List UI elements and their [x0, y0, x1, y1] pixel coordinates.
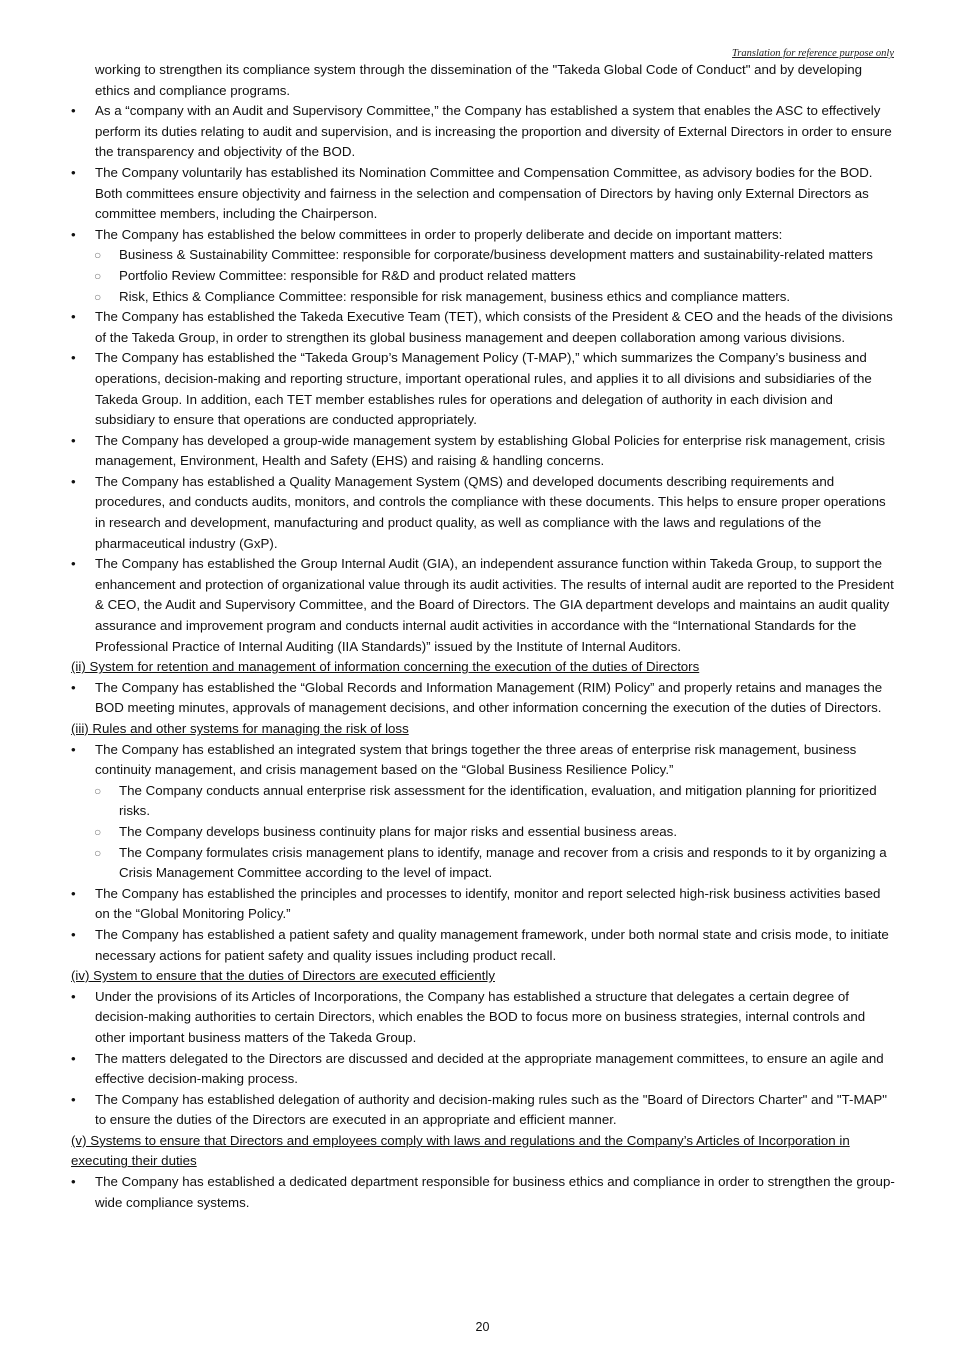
bullet-icon: • [71, 164, 76, 180]
sub-list-item [71, 266, 896, 287]
list-item [71, 101, 896, 163]
bullet-icon: • [71, 432, 76, 448]
list-item-text: The Company has established the below committees in order to properly deliberate and decide on important matters: [95, 226, 783, 242]
bullet-icon: • [71, 103, 76, 119]
section-heading-iii: (iii) Rules and other systems for managing the risk of loss [71, 721, 409, 736]
list-item-text: The Company has established a patient safety and quality management framework, under both normal state and crisis mode, to initiate necessary actions for patient safety and quality issues including product recall. [95, 926, 889, 963]
bullet-icon: • [71, 473, 76, 489]
section-heading-ii: (ii) System for retention and management of information concerning the execution of the duties of Directors [71, 659, 700, 675]
bullet-icon: • [71, 741, 76, 757]
sub-list-item-text: The Company formulates crisis management plans to identify, manage and recover from a crisis and responds to it by organizing a Crisis Management Committee according to the level of impact. [119, 844, 887, 881]
circle-bullet-icon: ○ [94, 824, 102, 839]
bullet-icon: • [71, 1050, 76, 1066]
bullet-icon: • [71, 556, 76, 572]
circle-bullet-icon: ○ [94, 248, 102, 263]
list-item-text: The Company has established a dedicated department responsible for business ethics and compliance in order to strengthen the group-wide compliance systems. [95, 1174, 895, 1210]
circle-bullet-icon: ○ [94, 268, 102, 283]
list-item [71, 472, 896, 554]
list-item [71, 678, 896, 719]
list-item [71, 1172, 896, 1213]
list-item [71, 307, 896, 348]
sub-list-item [71, 245, 896, 266]
list-item-text: The Company has established the “Takeda Group’s Management Policy (T-MAP),” which summarizes the Company’s business and operations, decision-making and reporting structure, important operational rules, and applies it to all divisions and subsidiaries of the Takeda Group. In addition, each TET member establishes rules for operations and delegation of authority in each division and subsidiary to ensure that operations are conducted appropriately. [95, 350, 872, 428]
list-item [71, 1090, 896, 1131]
list-item-text: The Company has established an integrated system that brings together the three areas of enterprise risk management, business continuity management, and crisis management based on the “Global Business Resilience Policy.” [95, 741, 857, 778]
list-item [71, 1049, 896, 1090]
list-item-text: The Company has established delegation of authority and decision-making rules such as the "Board of Directors Charter" and "T-MAP" to ensure the duties of the Directors are executed in an appropriate and efficient manner. [95, 1091, 887, 1128]
translation-note: Translation for reference purpose only [732, 48, 894, 59]
list-item-text: As a “company with an Audit and Supervisory Committee,” the Company has established a system that enables the ASC to effectively perform its duties relating to audit and supervision, and is increasing the proportion and diversity of External Directors in order to ensure the transparency and objectivity of the BOD. [95, 103, 892, 160]
circle-bullet-icon: ○ [94, 845, 102, 860]
bullet-icon: • [71, 679, 76, 695]
bullet-icon: • [71, 350, 76, 366]
list-item [71, 348, 896, 430]
list-item [71, 225, 896, 246]
sub-list-item [71, 287, 896, 308]
sub-list-item-text: Risk, Ethics & Compliance Committee: responsible for risk management, business ethics and compliance matters. [119, 288, 791, 304]
list-item-text: The Company has established a Quality Management System (QMS) and developed documents describing requirements and procedures, and conducts audits, monitors, and controls the compliance with these documents. This helps to ensure proper operations in research and development, manufacturing and product quality, as well as compliance with the laws and regulations of the pharmaceutical industry (GxP). [95, 473, 886, 551]
circle-bullet-icon: ○ [94, 783, 102, 798]
bullet-icon: • [71, 988, 76, 1004]
page-number: 20 [475, 1320, 490, 1334]
list-item-text: The Company has established the “Global Records and Information Management (RIM) Policy” and properly retains and manages the BOD meeting minutes, approvals of management decisions, and other information concerning the execution of the duties of Directors. [95, 679, 883, 716]
bullet-icon: • [71, 1091, 76, 1107]
list-item [71, 554, 896, 657]
list-item [71, 884, 896, 925]
list-item [71, 925, 896, 966]
section-heading-v: (v) Systems to ensure that Directors and employees comply with laws and regulations and the Company’s Articles of Incorporation in executing their duties [71, 1132, 850, 1169]
sub-list-item [71, 843, 896, 884]
list-item-text: The Company has established the Group Internal Audit (GIA), an independent assurance function within Takeda Group, to support the enhancement and protection of organizational value through its audit activities. The results of internal audit are reported to the President & CEO, the Audit and Supervisory Committee, and the Board of Directors. The GIA department develops and maintains an audit quality assurance and improvement program and conducts internal audit activities in accordance with the “International Standards for the Professional Practice of Internal Auditing (IIA Standards)” issued by the Institute of Internal Auditors. [95, 556, 894, 654]
sub-list-item-text: Portfolio Review Committee: responsible for R&D and product related matters [119, 267, 576, 283]
list-item-text: The Company voluntarily has established its Nomination Committee and Compensation Committee, as advisory bodies for the BOD. Both committees ensure objectivity and fairness in the selection and compensation of Directors by having only External Directors as committee members, including the Chairperson. [95, 164, 873, 222]
section-heading-iv: (iv) System to ensure that the duties of Directors are executed efficiently [71, 968, 495, 984]
bullet-icon: • [71, 226, 76, 242]
list-item-text: The Company has established the Takeda Executive Team (TET), which consists of the President & CEO and the heads of the divisions of the Takeda Group, in order to strengthen its global business management and deepen collaboration among various divisions. [95, 309, 893, 345]
bullet-icon: • [71, 309, 76, 325]
sub-list-item-text: The Company develops business continuity plans for major risks and essential business areas. [119, 823, 678, 839]
sub-list-item [71, 822, 896, 843]
list-item-text: The Company has established the principles and processes to identify, monitor and report selected high-risk business activities based on the “Global Monitoring Policy.” [95, 885, 881, 922]
circle-bullet-icon: ○ [94, 289, 102, 304]
bullet-icon: • [71, 1174, 76, 1190]
sub-list-item-text: Business & Sustainability Committee: responsible for corporate/business development matters and sustainability-related matters [119, 247, 873, 263]
list-item [71, 740, 896, 781]
sub-list-item-text: The Company conducts annual enterprise risk assessment for the identification, evaluation, and mitigation planning for prioritized risks. [119, 782, 877, 819]
intro-continuation: working to strengthen its compliance system through the dissemination of the "Takeda Global Code of Conduct" and by developing ethics and compliance programs. [95, 62, 863, 98]
list-item [71, 163, 896, 225]
document-body [71, 60, 896, 1213]
list-item [71, 987, 896, 1049]
list-item-text: The matters delegated to the Directors are discussed and decided at the appropriate management committees, to ensure an agile and effective decision-making process. [95, 1050, 884, 1087]
list-item [71, 431, 896, 472]
bullet-icon: • [71, 885, 76, 901]
sub-list-item [71, 781, 896, 822]
list-item-text: Under the provisions of its Articles of Incorporations, the Company has established a structure that delegates a certain degree of decision-making authorities to certain Directors, which enables the BOD to focus more on business strategies, internal controls and other important business matters of the Takeda Group. [95, 988, 866, 1045]
list-item-text: The Company has developed a group-wide management system by establishing Global Policies for enterprise risk management, crisis management, Environment, Health and Safety (EHS) and raising & handling concerns. [95, 432, 886, 469]
bullet-icon: • [71, 926, 76, 942]
